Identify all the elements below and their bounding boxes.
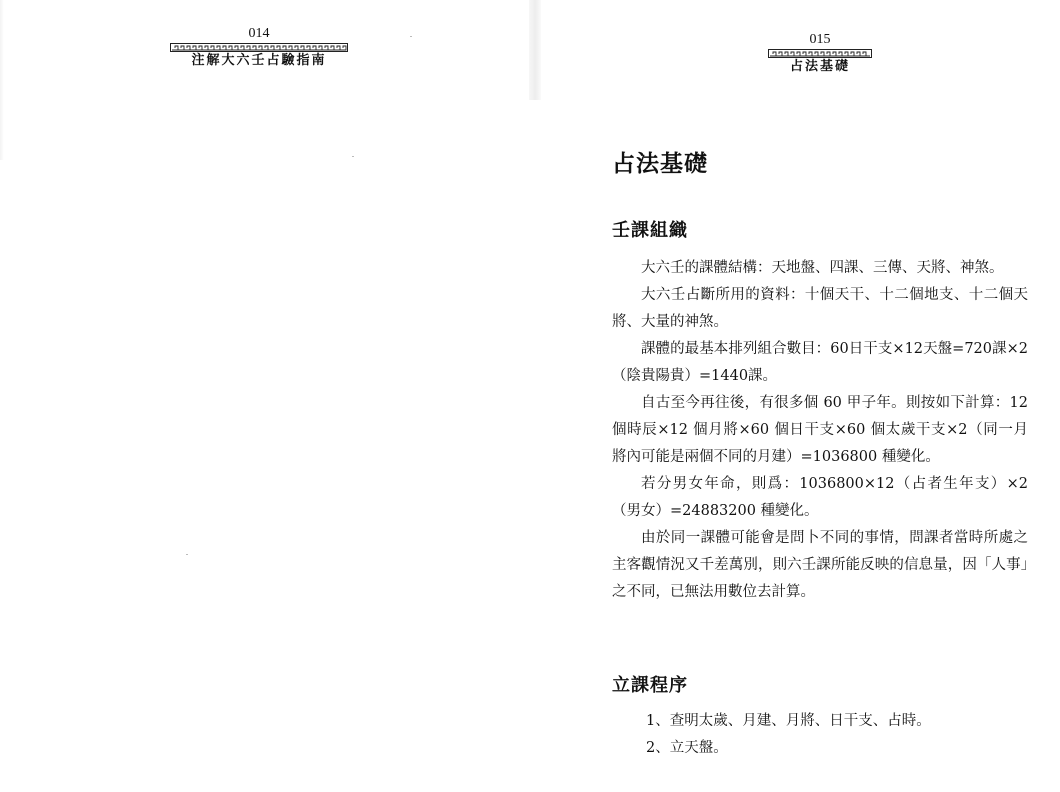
scan-speck xyxy=(410,36,412,37)
page-number: 014 xyxy=(248,26,270,41)
section-body xyxy=(612,255,1028,606)
scan-speck xyxy=(352,156,354,157)
chapter-title: 占法基礎 xyxy=(612,151,708,177)
section-title-ren-ke-zu-zhi: 壬課組織 xyxy=(612,220,688,241)
paragraph: 自古至今再往後，有很多個 60 甲子年。則按如下計算：12 個時辰×12 個月將×60 個日干支×60 個太歲干支×2（同一月將內可能是兩個不同的月建）=1036800 種變化。 xyxy=(612,395,1028,465)
running-header xyxy=(768,32,872,75)
section-title-li-ke-cheng-xu: 立課程序 xyxy=(612,675,688,696)
paragraph: 由於同一課體可能會是問卜不同的事情，問課者當時所處之主客觀情況又千差萬別，則六壬課所能反映的信息量，因「人事」之不同，已無法用數位去計算。 xyxy=(612,530,1028,600)
page-number: 015 xyxy=(809,32,831,47)
fret-ornament-icon xyxy=(768,49,872,58)
paragraph: 若分男女年命，則爲：1036800×12（占者生年支）×2（男女）=24883200 種變化。 xyxy=(612,476,1028,519)
fret-ornament-icon xyxy=(170,43,348,52)
running-title: 占法基礎 xyxy=(789,59,850,74)
running-title: 注解大六壬占驗指南 xyxy=(191,53,327,68)
paragraph: 大六壬的課體結構：天地盤、四課、三傳、天將、神煞。 xyxy=(641,260,1004,276)
step-list xyxy=(612,708,1028,762)
list-item: 2、立天盤。 xyxy=(646,740,728,756)
right-page xyxy=(530,0,1060,792)
scan-speck xyxy=(186,554,188,555)
list-item: 1、查明太歲、月建、月將、日干支、占時。 xyxy=(646,713,931,729)
running-header xyxy=(170,26,348,69)
paragraph: 課體的最基本排列組合數目：60日干支×12天盤=720課×2（陰貴陽貴）=1440課。 xyxy=(612,341,1028,384)
paragraph: 大六壬占斷所用的資料：十個天干、十二個地支、十二個天將、大量的神煞。 xyxy=(612,287,1028,330)
